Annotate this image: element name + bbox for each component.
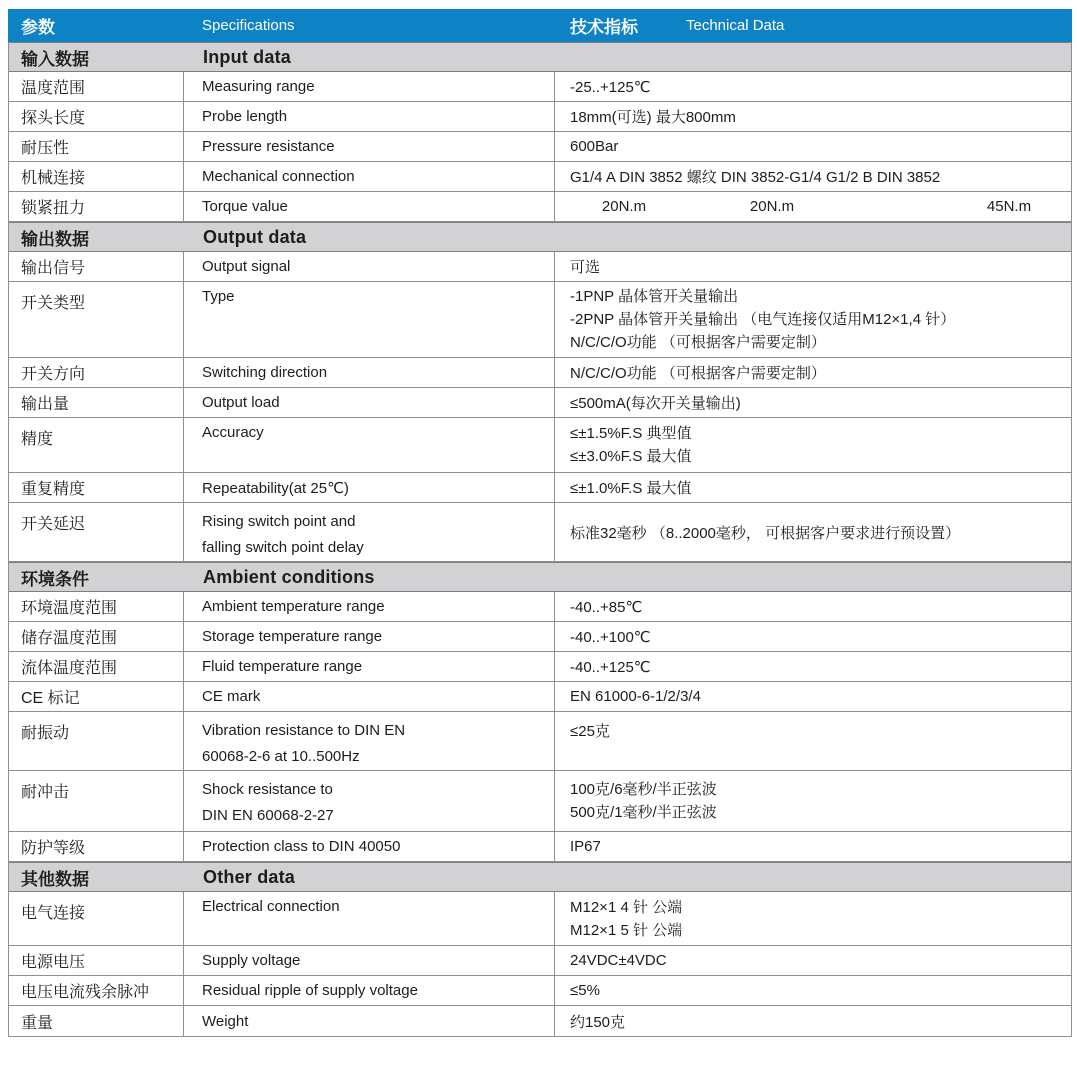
param-value: 600Bar [570,138,619,155]
param-cn: 电气连接 [9,892,184,945]
table-row [9,132,1071,162]
param-value [555,712,1071,770]
table-row [9,592,1071,622]
header-tech-en: Technical Data [686,17,785,34]
param-en [184,712,555,770]
param-cn: 耐振动 [9,712,184,770]
param-value: 18mm(可选) 最大800mm [570,109,736,126]
table-row [9,102,1071,132]
param-en: Fluid temperature range [184,652,555,681]
table-row [9,892,1071,946]
param-value: -40..+125℃ [570,658,651,676]
table-row [9,832,1071,862]
section-row-input-data [9,42,1071,72]
param-en [184,771,555,831]
torque-value-3: 45N.m [986,198,1032,215]
torque-value-2: 20N.m [749,198,795,215]
param-cn: 输出信号 [9,252,184,281]
value-line: 500克/1毫秒/半正弦波 [570,804,717,821]
param-value [555,192,1071,221]
param-value: -25..+125℃ [570,78,651,96]
param-en: Protection class to DIN 40050 [184,832,555,861]
table-row [9,682,1071,712]
param-cn: 储存温度范围 [9,622,184,651]
param-value [555,418,1071,472]
label-line: Vibration resistance to DIN EN [202,722,406,739]
param-value [555,282,1071,357]
section-title-en: Output data [203,226,307,247]
table-row [9,388,1071,418]
param-value: ≤500mA(每次开关量输出) [570,395,741,412]
param-en: Output signal [184,252,555,281]
table-row [9,473,1071,503]
param-en [184,503,555,561]
param-en: Switching direction [184,358,555,387]
param-cn: 探头长度 [9,102,184,131]
table-row [9,946,1071,976]
section-title-en: Other data [203,866,296,887]
param-cn: 开关延迟 [9,503,184,561]
param-cn: 输出量 [9,388,184,417]
section-row-other-data [9,862,1071,892]
param-value: ≤5% [570,982,600,999]
table-header [8,9,1072,42]
table-row [9,358,1071,388]
param-en: Pressure resistance [184,132,555,161]
param-cn: 耐冲击 [9,771,184,831]
table-row [9,712,1071,771]
param-cn: 流体温度范围 [9,652,184,681]
param-cn: 电压电流残余脉冲 [9,976,184,1005]
param-cn: 开关方向 [9,358,184,387]
header-param-cn: 参数 [21,18,55,37]
table-row [9,622,1071,652]
value-line: N/C/C/O功能 （可根据客户需要定制） [570,334,826,351]
table-row [9,418,1071,473]
value-line: 100克/6毫秒/半正弦波 [570,781,717,798]
param-cn: 环境温度范围 [9,592,184,621]
param-en: Type [184,282,555,357]
label-line: Rising switch point and [202,513,356,530]
value-line: -2PNP 晶体管开关量输出 （电气连接仅适用M12×1,4 针） [570,311,956,328]
label-line: falling switch point delay [202,539,364,556]
param-value: -40..+100℃ [570,628,651,646]
header-tech-cn: 技术指标 [570,18,638,37]
section-title-cn: 输出数据 [21,229,89,249]
param-cn: 精度 [9,418,184,472]
specifications-table [8,9,1072,1037]
param-en: Weight [184,1006,555,1036]
label-line: 60068-2-6 at 10..500Hz [202,748,360,765]
param-en: CE mark [184,682,555,711]
param-value: G1/4 A DIN 3852 螺纹 DIN 3852-G1/4 G1/2 B DIN 3852 [570,169,941,186]
table-row [9,652,1071,682]
table-row [9,503,1071,562]
label-line: DIN EN 60068-2-27 [202,807,334,824]
value-line: M12×1 4 针 公端 [570,898,683,916]
param-cn: 锁紧扭力 [9,192,184,221]
param-en: Ambient temperature range [184,592,555,621]
table-row [9,1006,1071,1036]
param-value: IP67 [570,838,601,855]
label-line: Shock resistance to [202,781,333,798]
table-row [9,771,1071,832]
value-line: M12×1 5 针 公端 [570,921,683,939]
table-row [9,192,1071,222]
section-row-ambient-conditions [9,562,1071,592]
param-en: Measuring range [184,72,555,101]
param-en: Accuracy [184,418,555,472]
section-title-cn: 输入数据 [21,49,89,69]
param-cn: 耐压性 [9,132,184,161]
param-value: EN 61000-6-1/2/3/4 [570,688,701,705]
param-value: ≤±1.0%F.S 最大值 [570,480,692,497]
param-en: Probe length [184,102,555,131]
section-title-cn: 其他数据 [21,869,89,889]
param-value: 标准32毫秒 （8..2000毫秒， 可根据客户要求进行预设置） [570,524,961,542]
value-line: -1PNP 晶体管开关量输出 [570,288,739,305]
section-row-output-data [9,222,1071,252]
torque-value-1: 20N.m [601,198,647,215]
section-title-cn: 环境条件 [21,569,89,589]
table-row [9,976,1071,1006]
param-value [555,892,1071,945]
param-value: 可选 [570,259,601,276]
param-en: Mechanical connection [184,162,555,191]
param-cn: CE 标记 [9,682,184,711]
table-row [9,252,1071,282]
param-en: Electrical connection [184,892,555,945]
param-cn: 机械连接 [9,162,184,191]
value-line: ≤±3.0%F.S 最大值 [570,448,692,465]
section-title-en: Ambient conditions [203,566,375,587]
header-param-en: Specifications [202,17,295,34]
table-row [9,72,1071,102]
table-row [9,162,1071,192]
param-cn: 重量 [9,1006,184,1036]
param-en: Storage temperature range [184,622,555,651]
param-value: 约150克 [570,1013,626,1031]
param-cn: 电源电压 [9,946,184,975]
param-cn: 防护等级 [9,832,184,861]
param-cn: 重复精度 [9,473,184,502]
param-cn: 开关类型 [9,282,184,357]
param-en: Repeatability(at 25℃) [184,473,555,502]
param-value [555,771,1071,831]
param-en: Residual ripple of supply voltage [184,976,555,1005]
value-line: ≤25克 [570,723,610,740]
param-value: N/C/C/O功能 （可根据客户需要定制） [570,365,826,382]
table-row [9,282,1071,358]
param-en: Torque value [184,192,555,221]
section-title-en: Input data [203,46,291,67]
param-en: Supply voltage [184,946,555,975]
value-line: ≤±1.5%F.S 典型值 [570,425,692,442]
param-value: -40..+85℃ [570,598,643,616]
param-cn: 温度范围 [9,72,184,101]
param-en: Output load [184,388,555,417]
param-value: 24VDC±4VDC [570,952,667,969]
